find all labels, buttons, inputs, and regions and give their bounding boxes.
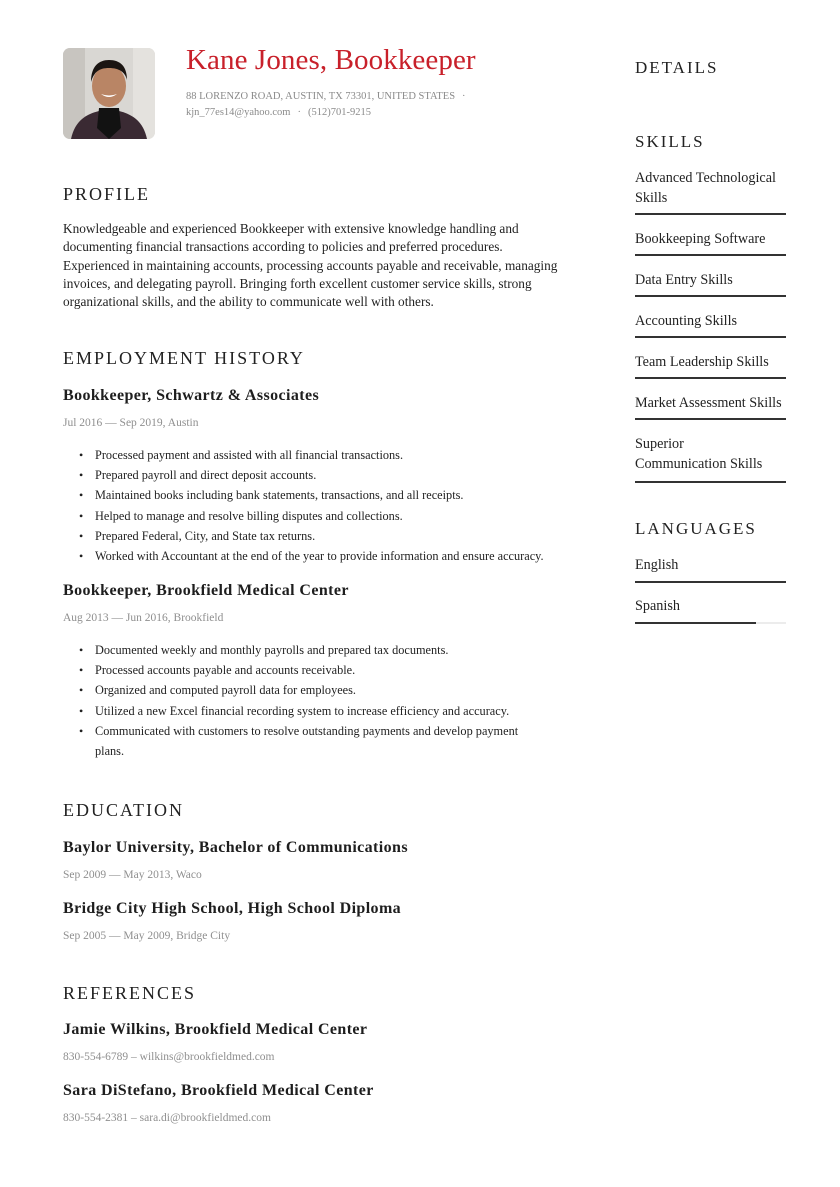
bullet-icon: • <box>79 508 84 523</box>
section-title-profile: PROFILE <box>63 184 151 204</box>
language-item <box>635 596 786 616</box>
reference-contact: 830-554-2381 – sara.di@brookfieldmed.com <box>63 1112 271 1124</box>
bullet-icon: • <box>79 663 84 678</box>
job-bullets <box>63 445 558 566</box>
skill-label: Data Entry Skills <box>635 272 733 288</box>
bullet-item: • Processed payment and assisted with all financial transactions. <box>63 445 558 465</box>
profile-summary <box>63 220 558 311</box>
bullet-item: • Utilized a new Excel financial recording system to increase efficiency and accuracy. <box>63 701 558 721</box>
bullet-item: • Communicated with customers to resolve outstanding payments and develop payment plans. <box>63 721 558 761</box>
skill-level-bar <box>635 336 786 338</box>
profile-photo <box>63 48 155 139</box>
section-title-skills: SKILLS <box>635 132 705 151</box>
language-label: Spanish <box>635 598 680 614</box>
section-title-employment: EMPLOYMENT HISTORY <box>63 348 305 368</box>
section-title-details: DETAILS <box>635 58 719 77</box>
language-level-bar <box>635 622 786 624</box>
bullet-item: • Maintained books including bank statements, transactions, and all receipts. <box>63 485 558 505</box>
skill-label: Bookkeeping Software <box>635 231 766 247</box>
skill-level-bar <box>635 213 786 215</box>
job-title: Bookkeeper, Schwartz & Associates <box>63 387 320 404</box>
bullet-icon: • <box>79 643 84 657</box>
job-bullets <box>63 640 558 761</box>
skill-item <box>635 229 786 249</box>
skill-label: Advanced Technological Skills <box>635 170 776 206</box>
reference-name: Sara DiStefano, Brookfield Medical Center <box>63 1082 374 1099</box>
profile-line: Knowledgeable and experienced Bookkeeper with extensive knowledge handling and <box>63 221 519 236</box>
bullet-icon: • <box>79 468 84 483</box>
name-title: Kane Jones, Bookkeeper <box>186 44 476 76</box>
section-title-education: EDUCATION <box>63 800 184 820</box>
skill-label: Market Assessment Skills <box>635 395 782 411</box>
bullet-item: • Prepared payroll and direct deposit accounts. <box>63 465 558 485</box>
reference-contact: 830-554-6789 – wilkins@brookfieldmed.com <box>63 1051 275 1063</box>
skill-level-bar <box>635 254 786 256</box>
skill-level-bar <box>635 418 786 420</box>
skill-level-bar <box>635 377 786 379</box>
skill-label: Superior Communication Skills <box>635 436 763 472</box>
bullet-item: • Processed accounts payable and accounts receivable. <box>63 660 558 680</box>
skill-label: Team Leadership Skills <box>635 354 769 370</box>
bullet-item: • Helped to manage and resolve billing disputes and collections. <box>63 506 558 526</box>
address: 88 LORENZO ROAD, AUSTIN, TX 73301, UNITED STATES <box>186 91 456 102</box>
education-dates: Sep 2005 — May 2009, Bridge City <box>63 930 231 942</box>
education-dates: Sep 2009 — May 2013, Waco <box>63 869 202 881</box>
bullet-icon: • <box>79 703 84 718</box>
education-title: Baylor University, Bachelor of Communications <box>63 839 408 856</box>
profile-line: invoices, and delegating payroll. Bringing forth excellent customer service skills, strong <box>63 275 532 291</box>
bullet-icon: • <box>79 723 84 738</box>
section-title-references: REFERENCES <box>63 983 197 1003</box>
avatar <box>63 48 155 139</box>
profile-line: organizational skills, and the ability to communicate well with others. <box>63 294 434 310</box>
bullet-icon: • <box>79 549 84 564</box>
bullet-item: • Documented weekly and monthly payrolls and prepared tax documents. <box>63 640 558 660</box>
language-label: English <box>635 557 679 573</box>
profile-line: documenting financial transactions according to policies and preferred procedures. <box>63 239 503 255</box>
reference-name: Jamie Wilkins, Brookfield Medical Center <box>63 1021 368 1038</box>
education-title: Bridge City High School, High School Diploma <box>63 900 402 917</box>
skill-item <box>635 311 786 331</box>
skill-item <box>635 434 775 474</box>
email-link[interactable]: kjn_77es14@yahoo.com <box>186 107 291 118</box>
language-item <box>635 555 786 575</box>
skill-item <box>635 393 786 413</box>
skill-item <box>635 168 786 208</box>
section-title-languages: LANGUAGES <box>635 519 757 538</box>
separator: · <box>297 107 301 118</box>
bullet-item: • Prepared Federal, City, and State tax returns. <box>63 526 558 546</box>
bullet-icon: • <box>79 683 84 698</box>
separator: · <box>462 91 466 102</box>
phone: (512)701-9215 <box>307 107 371 118</box>
job-dates: Jul 2016 — Sep 2019, Austin <box>63 417 199 429</box>
job-dates: Aug 2013 — Jun 2016, Brookfield <box>63 612 224 624</box>
job-title: Bookkeeper, Brookfield Medical Center <box>63 582 349 599</box>
bullet-item: • Worked with Accountant at the end of the year to provide information and ensure accuracy. <box>63 546 558 566</box>
bullet-icon: • <box>79 448 84 462</box>
skill-level-bar <box>635 295 786 297</box>
skill-label: Accounting Skills <box>635 313 738 329</box>
profile-line: Experienced in maintaining accounts, processing accounts payable and receivable, managing <box>63 257 558 273</box>
skill-level-bar <box>635 481 786 483</box>
bullet-icon: • <box>79 528 84 543</box>
bullet-icon: • <box>79 488 84 503</box>
contact-info <box>186 89 473 121</box>
skill-item <box>635 352 786 372</box>
skill-item <box>635 270 786 290</box>
language-level-bar <box>635 581 786 583</box>
bullet-item: • Organized and computed payroll data for employees. <box>63 680 558 700</box>
